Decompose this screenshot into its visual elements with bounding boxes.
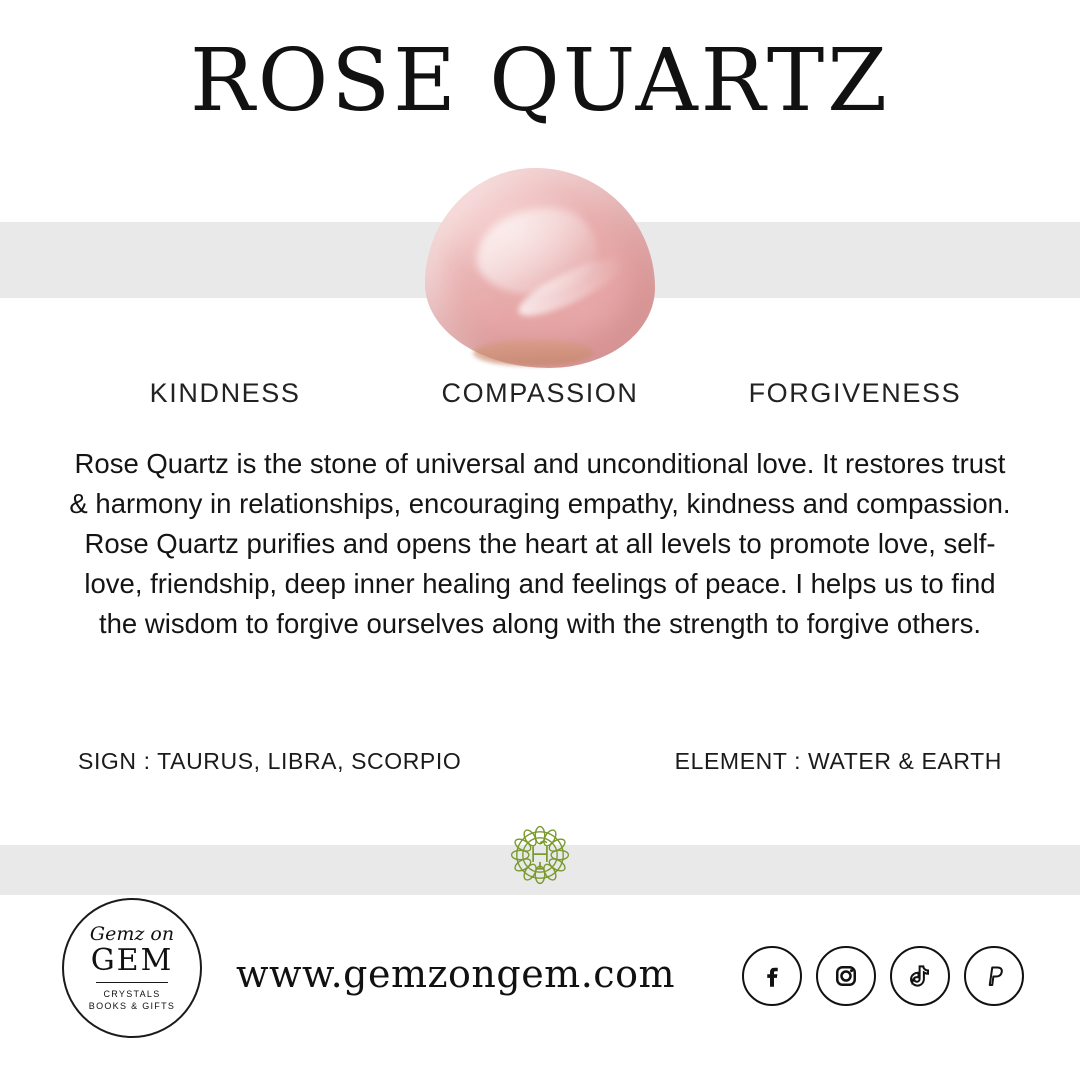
sign-label: SIGN : TAURUS, LIBRA, SCORPIO [78, 748, 462, 774]
brand-logo [62, 898, 202, 1038]
social-links [742, 946, 1024, 1006]
logo-subtitle-1: CRYSTALS [103, 988, 161, 999]
keyword-forgiveness: FORGIVENESS [748, 378, 962, 408]
keyword-row [70, 378, 1010, 409]
logo-word-text: GEM [90, 942, 174, 978]
instagram-icon[interactable] [816, 946, 876, 1006]
website-url[interactable]: www.gemzongem.com [236, 952, 675, 996]
logo-subtitle-2: BOOKS & GIFTS [88, 1000, 176, 1011]
stone-base-shadow [473, 340, 593, 366]
element-label: ELEMENT : WATER & EARTH [674, 748, 1002, 774]
rose-quartz-stone-image [425, 168, 655, 368]
paypal-icon[interactable] [964, 946, 1024, 1006]
heart-chakra-icon [497, 812, 583, 898]
facebook-icon[interactable] [742, 946, 802, 1006]
logo-text-group [62, 898, 202, 1038]
keyword-compassion: COMPASSION [441, 378, 639, 408]
logo-divider [96, 982, 168, 983]
keyword-kindness: KINDNESS [149, 378, 301, 408]
tiktok-icon[interactable] [890, 946, 950, 1006]
page-title: ROSE QUARTZ [189, 31, 891, 131]
meta-row [78, 748, 1002, 775]
description-text: Rose Quartz is the stone of universal and unconditional love. It restores trust & harmony in relationships, encouraging empathy, kindness and compassion. Rose Quartz purifies and opens the heart at all levels to promote love, self-love, friendship, deep inner healing and feelings of peace. I helps us to find the wisdom to forgive ourselves along with the strength to forgive others. [69, 448, 1011, 639]
logo-script-text: Gemz on [89, 922, 175, 945]
